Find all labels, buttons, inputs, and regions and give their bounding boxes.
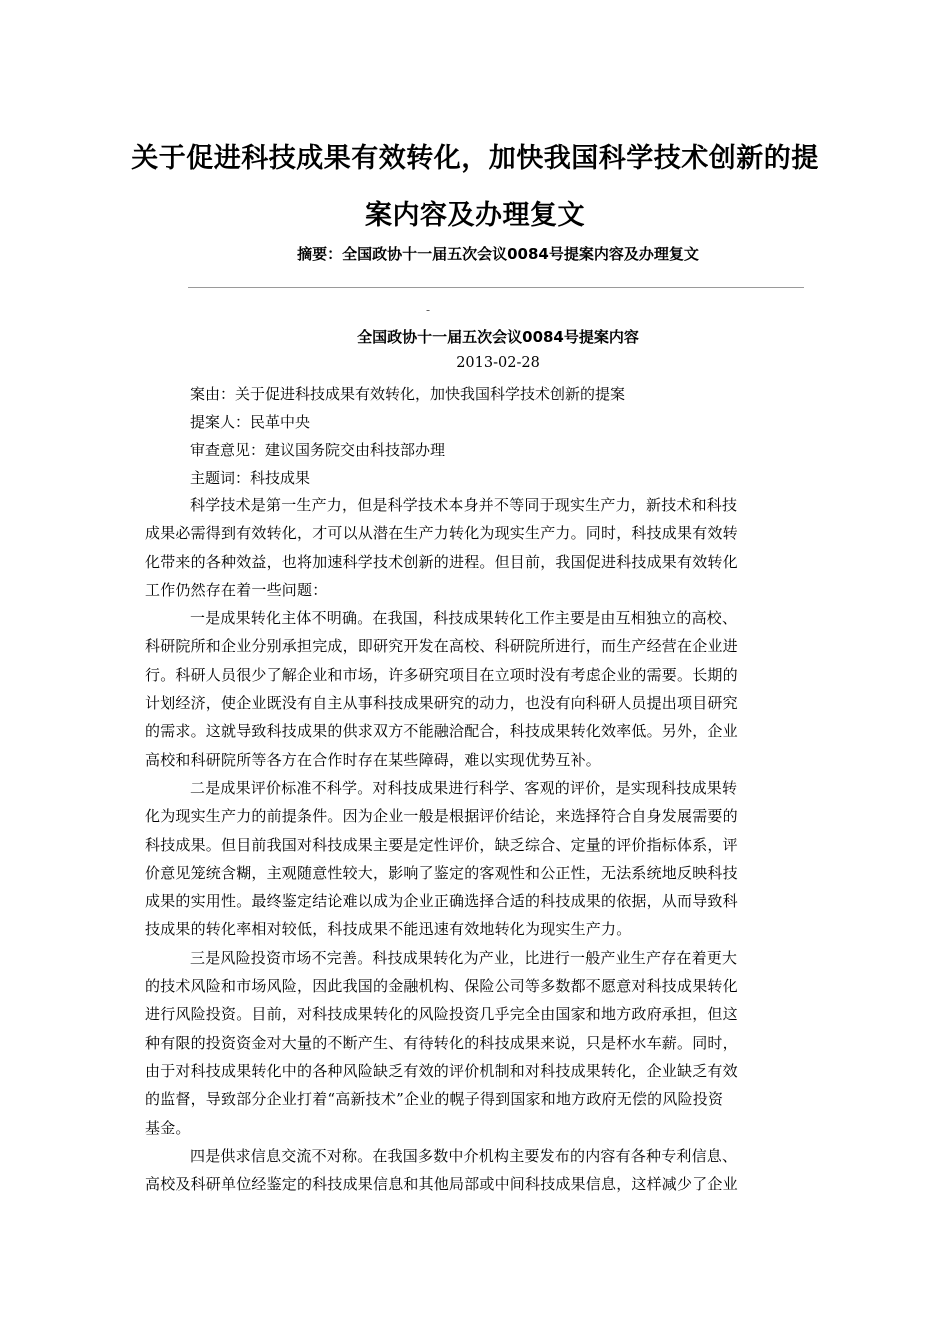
text-line: 行。科研人员很少了解企业和市场，许多研究项目在立项时没有考虑企业的需要。长期的 — [145, 665, 738, 684]
text-line: 成果必需得到有效转化，才可以从潜在生产力转化为现实生产力。同时，科技成果有效转 — [145, 524, 738, 543]
text-line: 成果的实用性。最终鉴定结论难以成为企业正确选择合适的科技成果的依据，从而导致科 — [145, 892, 738, 911]
text-line: 种有限的投资资金对大量的不断产生、有待转化的科技成果来说，只是杯水车薪。同时， — [145, 1033, 738, 1052]
text-line: 科技成果。但目前我国对科技成果主要是定性评价，缺乏综合、定量的评价指标体系，评 — [145, 835, 738, 854]
text-line: 基金。 — [145, 1118, 191, 1137]
text-line: 高校和科研院所等各方在合作时存在某些障碍，难以实现优势互补。 — [145, 750, 602, 769]
text-line: 技成果的转化率相对较低，科技成果不能迅速有效地转化为现实生产力。 — [145, 920, 632, 939]
text-line: 进行风险投资。目前，对科技成果转化的风险投资几乎完全由国家和地方政府承担，但这 — [145, 1005, 738, 1024]
text-line: 的技术风险和市场风险，因此我国的金融机构、保险公司等多数都不愿意对科技成果转化 — [145, 977, 738, 996]
text-line: 的监督，导致部分企业打着“高新技术”企业的幌子得到国家和地方政府无偿的风险投资 — [145, 1090, 724, 1109]
document-title-line-1: 关于促进科技成果有效转化，加快我国科学技术创新的提 — [131, 143, 819, 174]
meta-review-opinion: 审查意见：建议国务院交由科技部办理 — [190, 441, 446, 459]
text-line: 三是风险投资市场不完善。科技成果转化为产业，比进行一般产业生产存在着更大 — [190, 948, 738, 967]
abstract: 摘要：全国政协十一届五次会议0084号提案内容及办理复文 — [297, 245, 699, 263]
divider-tail: - — [426, 303, 431, 317]
text-line: 一是成果转化主体不明确。在我国，科技成果转化工作主要是由互相独立的高校、 — [190, 609, 738, 628]
document-title-line-2: 案内容及办理复文 — [365, 200, 585, 231]
paragraph-issue-2 — [145, 774, 805, 944]
text-line: 科学技术是第一生产力，但是科学技术本身并不等同于现实生产力，新技术和科技 — [190, 496, 738, 514]
meta-keywords: 主题词：科技成果 — [190, 469, 311, 487]
text-line: 计划经济，使企业既没有自主从事科技成果研究的动力，也没有向科研人员提出项目研究 — [145, 694, 738, 713]
text-line: 高校及科研单位经鉴定的科技成果信息和其他局部或中间科技成果信息，这样减少了企业 — [145, 1175, 738, 1194]
text-line: 价意见笼统含糊，主观随意性较大，影响了鉴定的客观性和公正性，无法系统地反映科技 — [145, 863, 738, 882]
horizontal-divider — [188, 287, 804, 288]
text-line: 化为现实生产力的前提条件。因为企业一般是根据评价结论，来选择符合自身发展需要的 — [145, 807, 738, 826]
proposal-subheading: 全国政协十一届五次会议0084号提案内容 — [357, 328, 639, 346]
text-line: 由于对科技成果转化中的各种风险缺乏有效的评价机制和对科技成果转化，企业缺乏有效 — [145, 1061, 738, 1080]
text-line: 科研院所和企业分别承担完成，即研究开发在高校、科研院所进行，而生产经营在企业进 — [145, 637, 738, 656]
meta-cause: 案由：关于促进科技成果有效转化，加快我国科学技术创新的提案 — [190, 385, 626, 403]
document-body — [145, 491, 805, 1198]
text-line: 工作仍然存在着一些问题： — [145, 580, 328, 599]
proposal-date: 2013-02-28 — [456, 355, 540, 371]
paragraph-issue-4 — [145, 1142, 805, 1199]
text-line: 二是成果评价标准不科学。对科技成果进行科学、客观的评价，是实现科技成果转 — [190, 778, 738, 797]
paragraph-intro — [145, 491, 805, 604]
paragraph-issue-1 — [145, 604, 805, 774]
meta-proposer: 提案人：民革中央 — [190, 413, 311, 431]
paragraph-issue-3 — [145, 944, 805, 1142]
text-line: 的需求。这就导致科技成果的供求双方不能融洽配合，科技成果转化效率低。另外，企业 — [145, 722, 738, 741]
text-line: 四是供求信息交流不对称。在我国多数中介机构主要发布的内容有各种专利信息、 — [190, 1146, 738, 1165]
text-line: 化带来的各种效益，也将加速科学技术创新的进程。但目前，我国促进科技成果有效转化 — [145, 552, 738, 571]
